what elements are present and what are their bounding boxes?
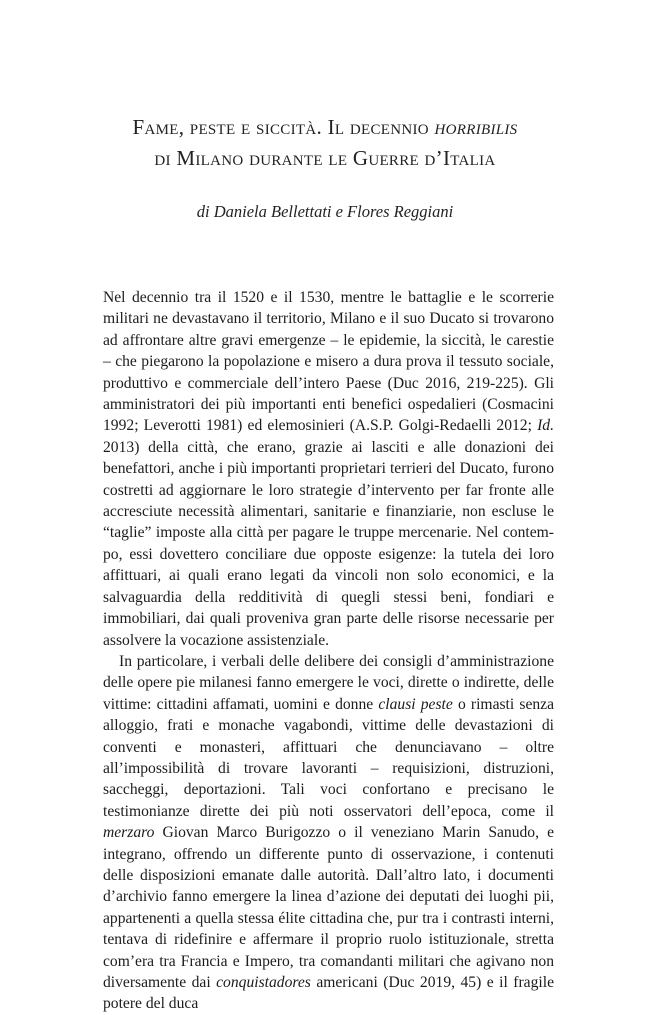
italic-text: conquistadores: [216, 974, 311, 991]
paragraph: [103, 287, 554, 651]
text-run: 2013) della città, che erano, grazie ai lasciti e alle donazioni dei benefattori, anche i più importanti proprietari terrieri del Ducato, furono costretti ad aggiornare le loro strategie d’intervento per far fronte alle accresciute necessità alimentari, sanitarie e finanziarie, non escluse le “taglie” imposte alla città per pagare le truppe mercenarie. Nel contempo, essi dovettero conciliare due opposte esigenze: la tutela dei loro affittuari, ai quali erano legati da vincoli non solo economici, e la salvaguardia della redditività di quegli stessi beni, fondiari e immobiliari, dai quali proveniva gran parte delle risorse necessarie per assolvere la vocazione assistenziale.: [103, 438, 554, 649]
text-run: o rimasti senza alloggio, frati e monache vagabondi, vittime delle devastazioni di conventi e monasteri, affittuari che denunciavano – oltre all’impossibilità di trovare lavoranti – requisizioni, distruzioni, saccheggi, deportazioni. Tali voci confortano e precisano le testimonianze dirette dei più noti osservatori dell’epoca, come il: [103, 695, 555, 820]
chapter-title-line-2: di Milano durante le Guerre d’Italia: [154, 146, 496, 170]
paragraph: [103, 651, 554, 1015]
italic-text: Id.: [537, 417, 554, 435]
chapter-title-italic: horribilis: [434, 115, 518, 139]
text-run: americani (Duc 2019, 45) e il fragile potere del duca: [103, 974, 554, 1013]
chapter-title: [0, 112, 650, 174]
chapter-title-text: Fame, peste e siccità. Il decennio: [132, 115, 435, 139]
text-run: Nel decennio tra il 1520 e il 1530, mentre le battaglie e le scorrerie militari ne devastavano il territorio, Milano e il suo Ducato si trovarono ad affrontare altre gravi emergenze – le epidemie, la siccità, le carestie – che piegarono la popolazione e misero a dura prova il tessuto sociale, produttivo e commerciale dell’intero Paese (Duc 2016, 219-225). Gli amministratori dei più importanti enti benefici ospedalieri (Cosmacini 1992; Leverotti 1981) ed elemosinieri (A.S.P. Golgi-Redaelli 2012;: [103, 289, 554, 435]
chapter-authors: di Daniela Bellettati e Flores Reggiani: [196, 202, 454, 221]
italic-text: clausi peste: [378, 695, 453, 713]
chapter-title-line-1: [0, 112, 650, 143]
body-text: [103, 287, 554, 1015]
italic-text: merzaro: [103, 824, 155, 842]
text-run: In particolare, i verbali delle delibere dei consigli d’amministrazione delle opere pie milanesi fanno emergere le voci, dirette o indirette, delle vittime: cittadini affamati, uomini e donne: [103, 652, 554, 713]
text-run: Giovan Marco Burigozzo o il veneziano Marin Sanudo, e integrano, offrendo un differente punto di osservazione, i contenuti delle disposizioni emanate dalle autorità. Dall’altro lato, i documenti d’archivio fanno emergere la linea d’azione dei deputati dei luoghi pii, appartenenti a quella stessa élite cittadina che, pur tra i contrasti interni, tentava di ridefinire e affermare il proprio ruolo istituzionale, stretta com’era tra Francia e Impero, tra comandanti militari che agivano non diversamente dai: [103, 824, 554, 991]
